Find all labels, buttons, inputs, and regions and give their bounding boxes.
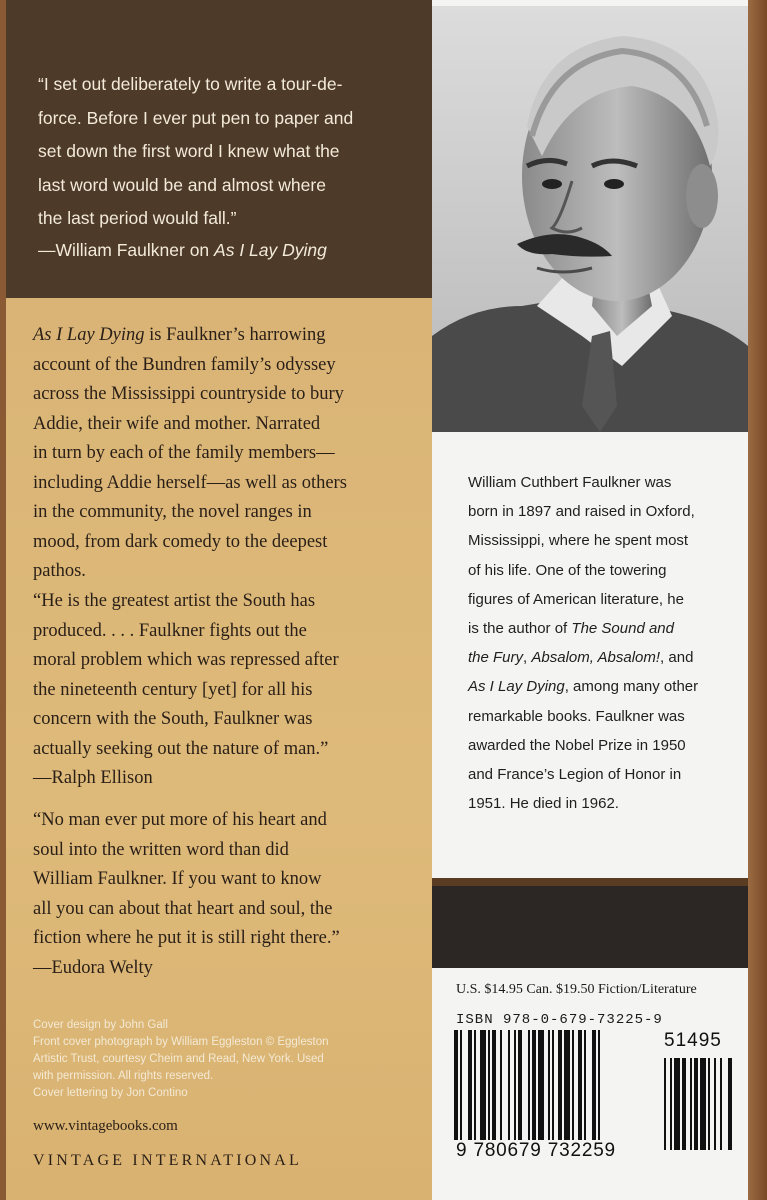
bio-line: awarded the Nobel Prize in 1950 — [468, 736, 686, 754]
author-quote — [38, 68, 408, 267]
author-bio — [468, 468, 740, 818]
praise-line: produced. . . . Faulkner fights out the — [33, 620, 307, 641]
description-line: Addie, their wife and mother. Narrated — [33, 413, 321, 434]
publisher-website: www.vintagebooks.com — [33, 1118, 178, 1134]
dark-band — [432, 878, 748, 968]
credit-line: Front cover photograph by William Eggleston © Eggleston — [33, 1036, 329, 1048]
quote-line: force. Before I ever put pen to paper and — [38, 107, 354, 128]
praise-line: “No man ever put more of his heart and — [33, 810, 327, 830]
praise-line: concern with the South, Faulkner was — [33, 709, 313, 729]
bio-line: figures of American literature, he — [468, 590, 684, 608]
cover-credits — [33, 1017, 413, 1102]
quote-line: “I set out deliberately to write a tour-de- — [38, 74, 343, 94]
description-line: mood, from dark comedy to the deepest — [33, 531, 328, 552]
author-portrait — [432, 6, 748, 432]
bio-line: and France’s Legion of Honor in — [468, 766, 682, 784]
isbn-label: ISBN 978-0-679-73225-9 — [456, 1012, 663, 1028]
praise-line: William Faulkner. If you want to know — [33, 869, 322, 889]
bio-line: of his life. One of the towering — [468, 561, 667, 579]
publisher-imprint: VINTAGE INTERNATIONAL — [33, 1152, 302, 1169]
book-title: As I Lay Dying — [33, 325, 145, 345]
bio-line: the Fury, Absalom, Absalom!, and — [468, 649, 694, 667]
bio-line: born in 1897 and raised in Oxford, — [468, 503, 695, 521]
description-line: in the community, the novel ranges in — [33, 502, 312, 522]
description-line: pathos. — [33, 561, 86, 581]
bio-line: is the author of The Sound and — [468, 620, 674, 638]
quote-line: last word would be and almost where — [38, 174, 326, 195]
description-line: in turn by each of the family members— — [33, 443, 335, 463]
description-line: including Addie herself—as well as others — [33, 472, 347, 493]
quote-band — [6, 0, 432, 298]
price-line: U.S. $14.95 Can. $19.50 Fiction/Literature — [456, 982, 697, 997]
price-code: 51495 — [664, 1030, 722, 1051]
bio-line: As I Lay Dying, among many other — [468, 678, 699, 696]
praise-line: fiction where he put it is still right there.” — [33, 928, 340, 948]
praise-line: the nineteenth century [yet] for all his — [33, 679, 313, 700]
book-edge — [748, 0, 767, 1200]
credit-line: Artistic Trust, courtesy Cheim and Read, New York. Used — [33, 1053, 324, 1065]
description-line: account of the Bundren family’s odyssey — [33, 354, 336, 375]
praise-quote-welty — [33, 806, 418, 983]
bio-line: William Cuthbert Faulkner was — [468, 474, 672, 491]
band-accent — [432, 878, 748, 886]
credit-line: Cover design by John Gall — [33, 1019, 168, 1031]
bio-line: 1951. He died in 1962. — [468, 795, 619, 813]
right-column — [432, 0, 748, 1200]
praise-line: “He is the greatest artist the South has — [33, 591, 316, 611]
bio-line: Mississippi, where he spent most — [468, 532, 689, 550]
quote-line: set down the first word I knew what the — [38, 141, 340, 161]
quote-line: the last period would fall.” — [38, 208, 237, 228]
praise-attribution: —Ralph Ellison — [33, 768, 153, 788]
description-line: across the Mississippi countryside to bury — [33, 384, 344, 404]
praise-quote-ellison — [33, 587, 418, 794]
praise-line: moral problem which was repressed after — [33, 650, 339, 670]
praise-attribution: —Eudora Welty — [33, 957, 153, 978]
praise-line: all you can about that heart and soul, the — [33, 898, 333, 919]
praise-line: actually seeking out the nature of man.” — [33, 738, 329, 759]
left-column — [6, 0, 432, 1200]
book-description: As I Lay Dying is Faulkner’s harrowing account of the Bundren family’s odyssey across the Mississippi countryside to bury Addie, their wife and mother. Narrated in turn by each of the family members— including Addie herself—as well as others in the community, the novel ranges in mood, from dark comedy to the deepest pathos. — [33, 321, 413, 587]
praise-line: soul into the written word than did — [33, 839, 289, 860]
quote-attribution: —William Faulkner on As I Lay Dying — [38, 239, 327, 260]
barcode-number: 9 780679 732259 — [456, 1140, 616, 1161]
bio-line: remarkable books. Faulkner was — [468, 707, 685, 725]
credit-line: Cover lettering by Jon Contino — [33, 1087, 188, 1099]
credit-line: with permission. All rights reserved. — [33, 1070, 214, 1082]
